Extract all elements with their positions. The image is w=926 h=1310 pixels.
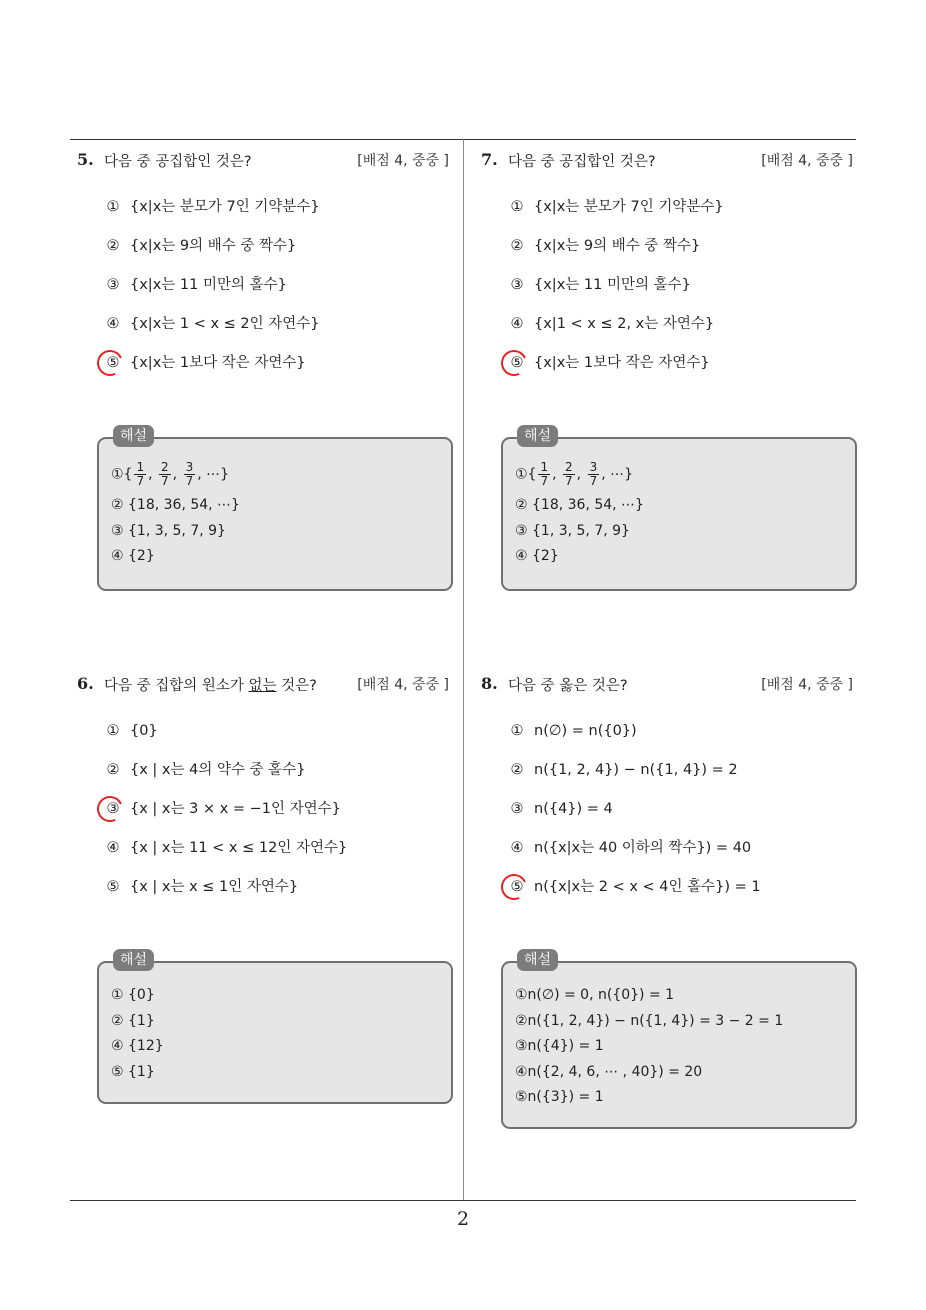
question-number: 7.	[481, 150, 498, 169]
question-number: 5.	[77, 150, 94, 169]
choice-3[interactable]: ③ n({4}) = 4	[510, 801, 613, 817]
question-text: 다음 중 옳은 것은?	[508, 678, 628, 694]
explanation-line: ⑤n({3}) = 1	[515, 1089, 604, 1105]
question-score: [배점 4, 중중 ]	[761, 677, 853, 693]
explanation-line: ④n({2, 4, 6, ⋯ , 40}) = 20	[515, 1063, 703, 1080]
choice-list	[481, 196, 853, 391]
choice-list	[77, 720, 449, 915]
question-7	[481, 150, 853, 391]
choice-3[interactable]: ③ {x|x는 11 미만의 홀수}	[510, 277, 691, 293]
explanation-label: 해설	[113, 425, 154, 447]
choice-3-correct[interactable]: ③ {x | x는 3 × x = −1인 자연수}	[77, 798, 449, 837]
explanation-line: ④ {2}	[515, 548, 559, 564]
explanation-line: ①{ $\frac{1}{7}$ , $\frac{2}{7}$ , $\frac{3}{7}$ , ⋯}	[515, 460, 634, 488]
explanation-box-6	[97, 952, 453, 1104]
choice-2[interactable]: ② {x|x는 9의 배수 중 짝수}	[106, 238, 297, 254]
page-number: 2	[456, 1208, 470, 1230]
choice-4[interactable]: ④ {x|x는 1 < x ≤ 2인 자연수}	[106, 316, 320, 332]
explanation-label: 해설	[517, 949, 558, 971]
explanation-line: ② {18, 36, 54, ⋯}	[515, 497, 644, 513]
bottom-rule	[70, 1200, 856, 1201]
question-number: 8.	[481, 674, 498, 693]
choice-5-correct[interactable]: ⑤ {x|x는 1보다 작은 자연수}	[481, 352, 853, 391]
choice-3[interactable]: ③ {x|x는 11 미만의 홀수}	[106, 277, 287, 293]
explanation-box-5	[97, 428, 453, 591]
question-text: 다음 중 집합의 원소가 없는 것은?	[104, 678, 317, 694]
explanation-line: ③ {1, 3, 5, 7, 9}	[111, 522, 226, 539]
explanation-label: 해설	[517, 425, 558, 447]
explanation-line: ①{ $\frac{1}{7}$ , $\frac{2}{7}$ , $\frac{3}{7}$ , ⋯}	[111, 460, 230, 488]
choice-2[interactable]: ② n({1, 2, 4}) − n({1, 4}) = 2	[510, 762, 738, 778]
question-score: [배점 4, 중중 ]	[357, 153, 449, 169]
question-score: [배점 4, 중중 ]	[761, 153, 853, 169]
choice-4[interactable]: ④ {x|1 < x ≤ 2, x는 자연수}	[510, 316, 715, 332]
choice-1[interactable]: ① {x|x는 분모가 7인 기약분수}	[106, 199, 320, 215]
explanation-label: 해설	[113, 949, 154, 971]
explanation-line: ③ {1, 3, 5, 7, 9}	[515, 522, 630, 539]
explanation-line: ① {0}	[111, 987, 155, 1003]
column-divider	[463, 139, 464, 1201]
choice-1[interactable]: ① n(∅) = n({0})	[510, 723, 637, 739]
fraction: $\frac{3}{7}$	[589, 460, 598, 488]
choice-list	[77, 196, 449, 391]
explanation-line: ②n({1, 2, 4}) − n({1, 4}) = 3 − 2 = 1	[515, 1012, 784, 1029]
explanation-box-7	[501, 428, 857, 591]
choice-5-correct[interactable]: ⑤ {x|x는 1보다 작은 자연수}	[77, 352, 449, 391]
fraction: $\frac{1}{7}$	[136, 460, 145, 488]
explanation-box-8	[501, 952, 857, 1129]
question-text: 다음 중 공집합인 것은?	[104, 154, 252, 170]
explanation-line: ② {1}	[111, 1012, 155, 1029]
fraction: $\frac{2}{7}$	[161, 460, 169, 488]
choice-4[interactable]: ④ n({x|x는 40 이하의 짝수}) = 40	[510, 840, 752, 856]
question-number: 6.	[77, 674, 94, 693]
explanation-line: ④ {2}	[111, 548, 155, 564]
choice-2[interactable]: ② {x | x는 4의 약수 중 홀수}	[106, 762, 306, 778]
choice-2[interactable]: ② {x|x는 9의 배수 중 짝수}	[510, 238, 701, 254]
choice-5-correct[interactable]: ⑤ n({x|x는 2 < x < 4인 홀수}) = 1	[481, 876, 853, 915]
question-6	[77, 674, 449, 915]
fraction: $\frac{1}{7}$	[540, 460, 549, 488]
fraction: $\frac{3}{7}$	[185, 460, 194, 488]
question-text: 다음 중 공집합인 것은?	[508, 154, 656, 170]
choice-1[interactable]: ① {0}	[106, 723, 158, 739]
explanation-line: ③n({4}) = 1	[515, 1038, 604, 1054]
fraction: $\frac{2}{7}$	[565, 460, 573, 488]
question-5	[77, 150, 449, 391]
choice-list	[481, 720, 853, 915]
explanation-line: ④ {12}	[111, 1038, 164, 1054]
choice-5[interactable]: ⑤ {x | x는 x ≤ 1인 자연수}	[106, 879, 299, 895]
question-8	[481, 674, 853, 915]
explanation-line: ①n(∅) = 0, n({0}) = 1	[515, 987, 675, 1003]
choice-1[interactable]: ① {x|x는 분모가 7인 기약분수}	[510, 199, 724, 215]
question-score: [배점 4, 중중 ]	[357, 677, 449, 693]
explanation-line: ② {18, 36, 54, ⋯}	[111, 497, 240, 513]
choice-4[interactable]: ④ {x | x는 11 < x ≤ 12인 자연수}	[106, 840, 348, 856]
explanation-line: ⑤ {1}	[111, 1063, 155, 1080]
